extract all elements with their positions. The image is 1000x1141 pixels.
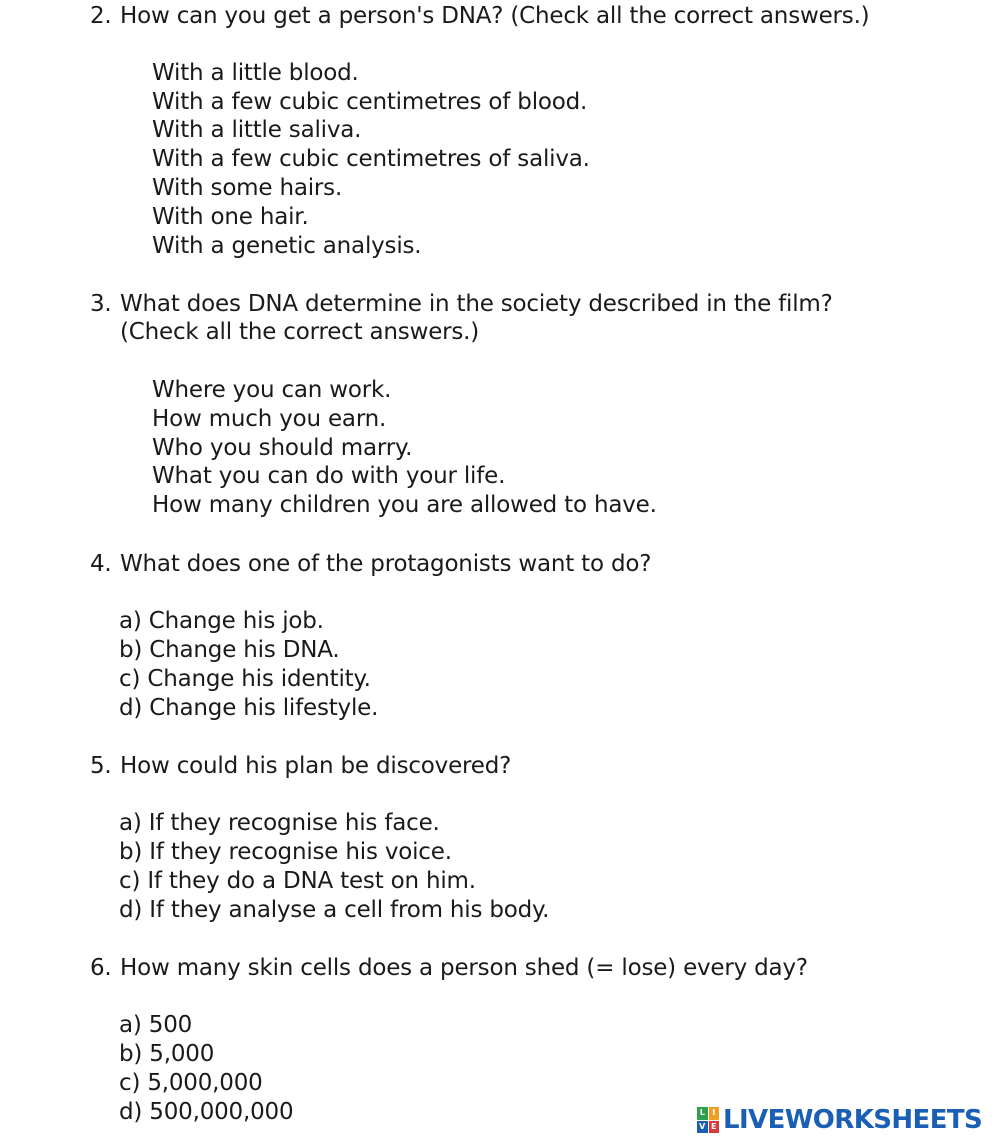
logo-mark-letter: L — [697, 1107, 708, 1120]
answer-option[interactable]: With a few cubic centimetres of saliva. — [152, 146, 590, 172]
answer-option[interactable]: Where you can work. — [152, 377, 392, 403]
question-text-continued: (Check all the correct answers.) — [120, 319, 480, 345]
question-text: What does DNA determine in the society described in the film? — [120, 291, 833, 317]
answer-option[interactable]: Who you should marry. — [152, 435, 413, 461]
liveworksheets-logo-icon — [697, 1107, 719, 1133]
answer-option[interactable]: With a genetic analysis. — [152, 233, 422, 259]
answer-option[interactable]: a) 500 — [119, 1012, 193, 1038]
answer-option[interactable]: b) If they recognise his voice. — [119, 839, 452, 865]
answer-option[interactable]: c) If they do a DNA test on him. — [119, 868, 476, 894]
logo-text: LIVEWORKSHEETS — [723, 1105, 983, 1135]
answer-option[interactable]: With one hair. — [152, 204, 309, 230]
answer-option[interactable]: d) Change his lifestyle. — [119, 695, 379, 721]
question-number: 2. — [90, 3, 112, 29]
answer-option[interactable]: How much you earn. — [152, 406, 387, 432]
question-number: 4. — [90, 551, 112, 577]
answer-option[interactable]: c) 5,000,000 — [119, 1070, 263, 1096]
answer-option[interactable]: With a little saliva. — [152, 117, 362, 143]
question-number: 6. — [90, 955, 112, 981]
question-number: 5. — [90, 753, 112, 779]
answer-option[interactable]: With some hairs. — [152, 175, 343, 201]
question-text: How could his plan be discovered? — [120, 753, 512, 779]
liveworksheets-logo — [697, 1104, 982, 1136]
answer-option[interactable]: With a few cubic centimetres of blood. — [152, 89, 588, 115]
answer-option[interactable]: d) If they analyse a cell from his body. — [119, 897, 550, 923]
question-text: How many skin cells does a person shed (= lose) every day? — [120, 955, 808, 981]
answer-option[interactable]: b) Change his DNA. — [119, 637, 340, 663]
answer-option[interactable]: How many children you are allowed to have. — [152, 492, 657, 518]
answer-option[interactable]: What you can do with your life. — [152, 463, 506, 489]
answer-option[interactable]: With a little blood. — [152, 60, 359, 86]
question-number: 3. — [90, 291, 112, 317]
answer-option[interactable]: d) 500,000,000 — [119, 1099, 294, 1125]
question-text: How can you get a person's DNA? (Check all the correct answers.) — [120, 3, 870, 29]
logo-mark-letter: I — [709, 1107, 720, 1120]
answer-option[interactable]: b) 5,000 — [119, 1041, 215, 1067]
logo-mark-letter: E — [709, 1121, 720, 1134]
answer-option[interactable]: a) If they recognise his face. — [119, 810, 440, 836]
question-text: What does one of the protagonists want to do? — [120, 551, 652, 577]
answer-option[interactable]: c) Change his identity. — [119, 666, 371, 692]
logo-mark-letter: V — [697, 1121, 708, 1134]
answer-option[interactable]: a) Change his job. — [119, 608, 324, 634]
